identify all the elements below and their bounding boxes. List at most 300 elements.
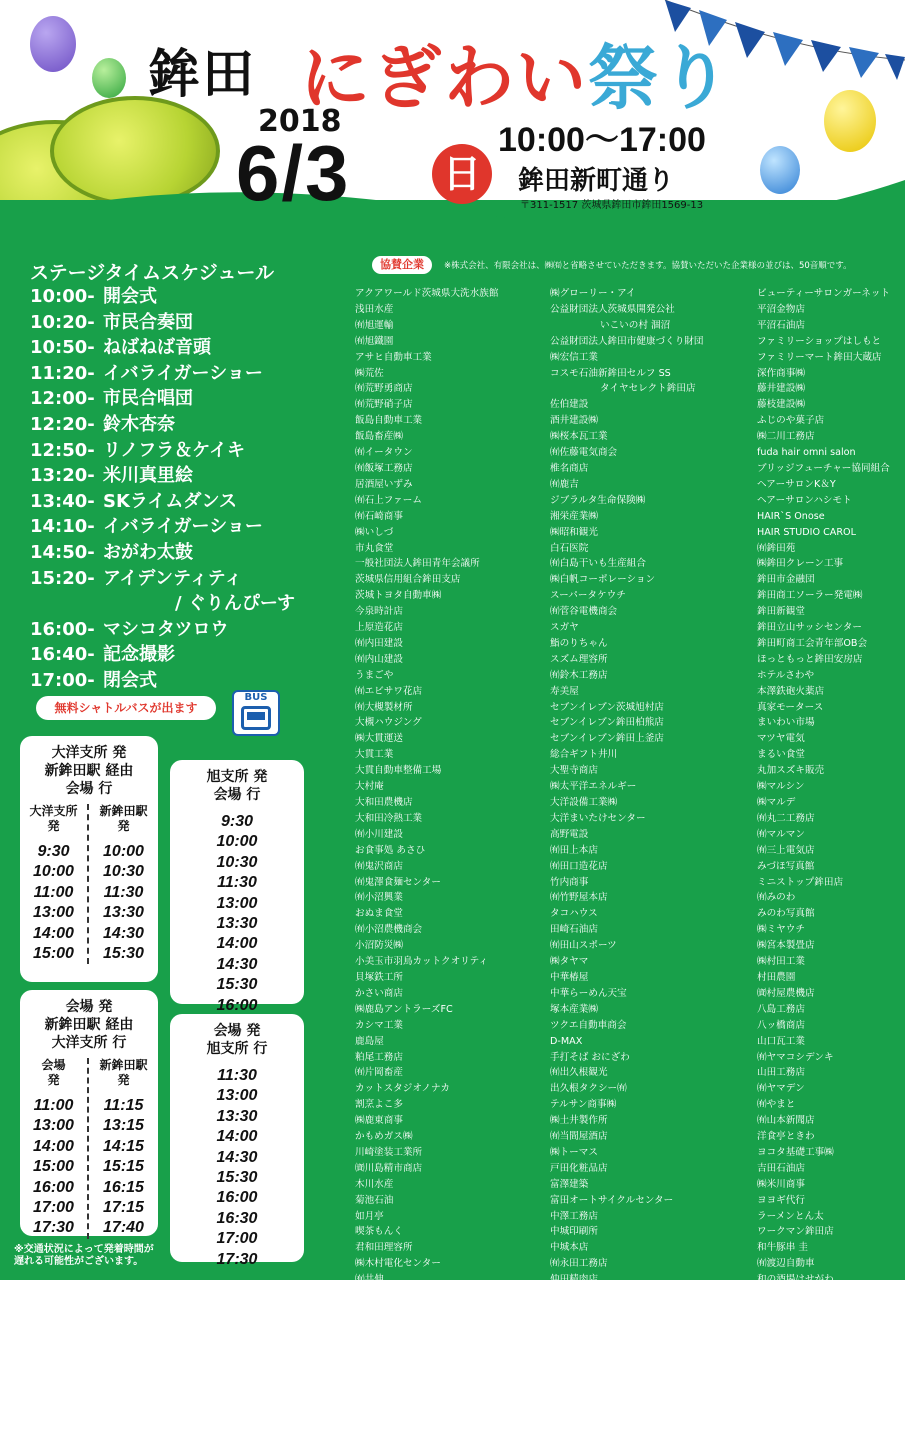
departure-time: 13:30 bbox=[216, 915, 258, 933]
sponsor-name: ㈲田上本店 bbox=[550, 844, 598, 856]
sponsor-name: ㈲当間屋酒店 bbox=[550, 1131, 608, 1143]
sponsor-name: 山田工務店 bbox=[757, 1067, 805, 1079]
sponsor-name: ㈲永田工務店 bbox=[550, 1258, 608, 1270]
sponsor-name: アクアワールド茨城県大洗水族館 bbox=[355, 288, 499, 299]
stage-act: 鈴木杏奈 bbox=[103, 413, 175, 435]
sponsor-name: ㈲マルマン bbox=[757, 828, 805, 840]
sponsor-name: 菊池石油 bbox=[355, 1194, 394, 1206]
sponsor-name: ㈲山本新聞店 bbox=[757, 1115, 815, 1127]
green-balloon-icon bbox=[92, 58, 126, 98]
sponsors-badge: 協賛企業 bbox=[372, 256, 432, 274]
stage-schedule-item bbox=[30, 438, 320, 464]
sponsor-name: 大聖寺商店 bbox=[550, 765, 598, 777]
event-year: 2018 bbox=[258, 104, 342, 139]
sponsor-name: ㈱太平洋エネルギー bbox=[550, 781, 637, 793]
departure-times bbox=[89, 1096, 158, 1239]
sponsor-name: 永山建具店 bbox=[550, 1337, 598, 1349]
departure-time: 9:30 bbox=[220, 813, 254, 830]
stage-act: SKライムダンス bbox=[103, 490, 238, 512]
departure-time: 17:00 bbox=[33, 1199, 74, 1217]
sponsor-name: 戸田化粧品店 bbox=[550, 1162, 608, 1174]
sponsor-name: ㈾村屋農機店 bbox=[757, 987, 815, 999]
sponsor-name: ㈲鹿吉 bbox=[550, 478, 579, 490]
stage-schedule-heading: ステージタイムスケジュール bbox=[30, 262, 274, 284]
sponsor-name: ㈱荒佐 bbox=[355, 367, 384, 379]
sponsor-name: かさい商店 bbox=[355, 987, 403, 999]
departure-time: 14:00 bbox=[216, 935, 258, 953]
stage-time: 12:00- bbox=[30, 388, 95, 410]
sponsor-name: まるい食堂 bbox=[757, 749, 805, 761]
sponsor-name: 久保田石材店 bbox=[355, 1306, 413, 1317]
departure-time: 11:30 bbox=[103, 883, 144, 901]
sponsor-name: 貝塚鉄工所 bbox=[355, 971, 403, 983]
sponsor-name: うまごや bbox=[355, 669, 394, 681]
stage-time: 12:50- bbox=[30, 439, 95, 461]
sponsor-name: 飯島畜産㈱ bbox=[355, 431, 403, 443]
sponsor-name: 中華椿屋 bbox=[550, 971, 589, 983]
sponsor-name: クリエイティブ青山 bbox=[355, 1369, 441, 1381]
sponsor-name: ㈱宏信工業 bbox=[550, 351, 598, 363]
stage-time: 14:10- bbox=[30, 516, 95, 538]
departure-time: 11:00 bbox=[33, 1097, 74, 1114]
sponsor-name: ㈲ヤマデン bbox=[757, 1083, 805, 1095]
sponsor-name: ㈲粟田開発 bbox=[355, 1385, 403, 1397]
sponsor-name: 八島工務店 bbox=[757, 1003, 805, 1015]
city-logo: 鉾田 bbox=[148, 45, 257, 105]
sponsor-name: ㈱マルシン bbox=[757, 781, 805, 793]
bus-icon bbox=[232, 690, 280, 736]
stage-act: リノフラ＆ケイキ bbox=[103, 439, 246, 461]
sponsor-name: ヘアーサロンハシモト bbox=[757, 494, 852, 506]
stage-schedule-item bbox=[30, 591, 320, 617]
sponsor-name: ㈱タヤマ bbox=[550, 956, 589, 968]
card-title: 会場 発 旭支所 行 bbox=[206, 1023, 268, 1057]
stage-time: 17:00- bbox=[30, 669, 95, 691]
sponsor-name: 鉾田市金融団 bbox=[757, 574, 815, 586]
sponsor-name: ワークマン鉾田店 bbox=[757, 1226, 834, 1238]
event-address: 〒311-1517 茨城県鉾田市鉾田1569-13 bbox=[520, 200, 704, 211]
sponsor-name: 和の酒場はせがわ bbox=[757, 1274, 834, 1286]
sponsor-name: ㈲内山建設 bbox=[355, 653, 403, 665]
departure-time: 13:30 bbox=[103, 904, 144, 922]
sponsor-name: 小美玉市羽鳥カットクオリティ bbox=[355, 956, 489, 968]
sponsor-name: ㈱ミヤウチ bbox=[757, 924, 805, 936]
departure-time: 15:15 bbox=[103, 1158, 144, 1176]
sponsor-name: HAIR STUDIO CAROL bbox=[757, 526, 856, 538]
event-date: 6/3 bbox=[236, 129, 351, 217]
departure-time: 14:00 bbox=[33, 1137, 74, 1155]
sponsor-name: ㈲旭鐵園 bbox=[355, 335, 394, 347]
departure-time: 15:30 bbox=[216, 976, 258, 994]
sponsor-name: 大和田農機店 bbox=[355, 797, 413, 808]
sponsor-name: ㈲荒野硝子店 bbox=[355, 399, 413, 411]
sponsor-name: ㈱大貫運送 bbox=[355, 733, 403, 745]
sponsor-name: ㈲内田建設 bbox=[355, 637, 403, 649]
sponsor-name: ㈲白島干いも生産組合 bbox=[550, 558, 646, 570]
traffic-note: ※交通状況によって発着時間が 遅れる可能性がございます。 bbox=[14, 1244, 154, 1267]
departure-times bbox=[89, 842, 158, 964]
column-header: 新鉾田駅 発 bbox=[99, 1058, 148, 1087]
sponsor-name: スズム理容所 bbox=[550, 653, 608, 665]
departure-time: 14:15 bbox=[103, 1137, 144, 1155]
sponsor-name: 中山材木店 bbox=[550, 1321, 598, 1333]
stage-act: 閉会式 bbox=[103, 669, 157, 691]
departure-time: 16:15 bbox=[103, 1178, 144, 1196]
sponsor-name: カットスタジオノナカ bbox=[355, 1083, 450, 1095]
sponsor-name: 和風レストラン嵯峨海 bbox=[757, 1290, 853, 1302]
sponsor-name: ㈲竹野屋本店 bbox=[550, 892, 608, 904]
sponsor-name: 君和田理容所 bbox=[355, 1242, 413, 1254]
stage-schedule-item bbox=[30, 540, 320, 566]
sponsor-name: ファミリーマート鉾田大蔵店 bbox=[757, 351, 882, 363]
departure-time: 13:00 bbox=[33, 1117, 74, 1135]
departure-times bbox=[170, 1066, 304, 1270]
sponsor-name: ㈲大槻製材所 bbox=[355, 701, 413, 713]
sponsor-name: お食事処 あさひ bbox=[355, 844, 426, 856]
stage-act: 市民合奏団 bbox=[103, 311, 193, 333]
sponsor-name: 洋食亭ときわ bbox=[757, 1131, 815, 1143]
sponsor-name: 丸加スズキ販売 bbox=[757, 765, 825, 777]
yellow-balloon-icon bbox=[824, 90, 876, 152]
departure-times bbox=[170, 812, 304, 1016]
sponsor-name: ㈲鉾田苑 bbox=[757, 542, 796, 554]
sponsor-name: 大槻ハウジング bbox=[355, 717, 422, 729]
sponsor-name: 寿美屋 bbox=[550, 685, 579, 697]
sponsor-name: みづほ写真館 bbox=[757, 860, 815, 872]
sponsor-name: 木川水産 bbox=[355, 1178, 394, 1190]
sponsor-name: ㈲小沼農機商会 bbox=[355, 924, 423, 936]
departure-time: 13:30 bbox=[216, 1107, 258, 1125]
stage-schedule-item bbox=[30, 361, 320, 387]
sponsor-name: 白栄舎 bbox=[550, 1369, 579, 1381]
sponsor-name: ㈲共伸 bbox=[355, 1274, 384, 1286]
sponsor-name: ビューティーサロンガーネット bbox=[757, 288, 891, 299]
column-header: 大洋支所 発 bbox=[29, 804, 78, 833]
sponsor-name: ㈲クリエイト bbox=[355, 1353, 413, 1365]
sponsor-name: 大貫工業 bbox=[355, 749, 394, 761]
sponsor-name: かもめガス㈱ bbox=[355, 1131, 413, 1143]
sponsor-column-2 bbox=[550, 286, 704, 1447]
departure-time: 11:15 bbox=[103, 1097, 144, 1114]
departure-time: 14:30 bbox=[216, 955, 258, 973]
sponsor-name: ㈱グローリー・アイ bbox=[550, 288, 636, 299]
departure-time: 11:30 bbox=[217, 874, 257, 892]
event-time: 10:00～17:00 bbox=[498, 121, 706, 159]
sponsor-name: ㈾川島精市商店 bbox=[355, 1162, 423, 1174]
sponsor-name: ㈲中根鮮魚店 bbox=[550, 1290, 608, 1302]
stage-act: 開会式 bbox=[103, 286, 157, 307]
sponsor-name: ㈱桜本瓦工業 bbox=[550, 431, 608, 443]
departure-time: 14:00 bbox=[33, 924, 74, 942]
sponsor-name: 和牛豚串 圭 bbox=[757, 1242, 809, 1254]
shuttle-card-venue-to-taiyo bbox=[20, 990, 158, 1236]
departure-time: 11:30 bbox=[217, 1067, 257, 1084]
sponsor-name: 粕尾工務店 bbox=[355, 1051, 403, 1063]
sponsor-name: スーパータケウチ bbox=[550, 590, 626, 602]
sponsor-name: 鉾田町商工会青年部OB会 bbox=[757, 637, 868, 649]
stage-time: 10:20- bbox=[30, 311, 95, 333]
sponsor-name: 和風レストラン竹水 bbox=[757, 1306, 844, 1317]
sponsor-name: 深作商事㈱ bbox=[757, 367, 805, 379]
stage-act: おがわ太鼓 bbox=[103, 541, 193, 563]
sponsor-name: ㈲菅谷電機商会 bbox=[550, 606, 618, 618]
sponsor-name: ブリッジフューチャー協同組合 bbox=[757, 462, 890, 474]
sponsor-name: 花の店 田口 bbox=[550, 1401, 602, 1413]
sponsor-name: 藤井建設㈱ bbox=[757, 383, 805, 395]
stage-time: 16:00- bbox=[30, 618, 95, 640]
departure-time: 13:15 bbox=[103, 1117, 144, 1135]
sponsor-name: 上原造花店 bbox=[355, 622, 403, 634]
stage-schedule-item bbox=[30, 335, 320, 361]
sponsor-name: 川崎塗装工業所 bbox=[355, 1146, 423, 1158]
sponsor-name: ツクエ自動車商会 bbox=[550, 1019, 627, 1031]
sponsor-name: ほっともっと鉾田安房店 bbox=[757, 653, 863, 665]
sponsor-name: ㈱共成レンテム bbox=[355, 1290, 422, 1302]
sponsor-name: ㈲ハシモト bbox=[550, 1385, 598, 1397]
sponsor-name: HAIR`S Onose bbox=[757, 510, 825, 522]
departure-times bbox=[20, 1096, 87, 1239]
sponsor-name: ヨコタ基礎工事㈱ bbox=[757, 1146, 834, 1158]
sponsor-name: 鉾田新観堂 bbox=[757, 606, 805, 618]
sponsor-name: ミニストップ鉾田店 bbox=[757, 876, 844, 888]
sponsor-name: セブンイレブン鉾田上釜店 bbox=[550, 733, 664, 745]
sponsor-name: 飯島自動車工業 bbox=[355, 415, 423, 427]
stage-act: イバライガーショー bbox=[103, 516, 263, 538]
sponsor-name: 出久根タクシー㈲ bbox=[550, 1083, 627, 1095]
sponsor-name: タコハウス bbox=[550, 908, 598, 920]
departure-time: 16:00 bbox=[33, 1178, 74, 1196]
departure-time: 15:30 bbox=[103, 945, 144, 963]
sponsor-name: スガヤ bbox=[550, 622, 579, 634]
sponsor-name: 鉾田立山サッシセンター bbox=[757, 622, 862, 634]
stage-time: 13:20- bbox=[30, 465, 95, 487]
departure-time: 10:00 bbox=[103, 843, 144, 860]
sponsor-name: 大洋設備工業㈱ bbox=[550, 797, 618, 808]
stage-time: 13:40- bbox=[30, 490, 95, 512]
sponsor-name: ㈲石上ファーム bbox=[355, 494, 422, 506]
column-header: 会場 発 bbox=[41, 1058, 66, 1087]
sponsor-name: 中城印刷所 bbox=[550, 1226, 598, 1238]
column-header: 新鉾田駅 発 bbox=[99, 804, 148, 833]
sponsor-name: 平沼石油店 bbox=[757, 319, 805, 331]
departure-time: 15:30 bbox=[216, 1169, 258, 1187]
sponsor-name: 今泉時計店 bbox=[355, 606, 403, 618]
sponsor-name: 割烹よこ多 bbox=[355, 1099, 403, 1111]
sponsor-name: ㈲田口造花店 bbox=[550, 860, 608, 872]
sponsor-name: ㈲渡辺自動車 bbox=[757, 1258, 815, 1270]
sponsor-name: 居酒屋いずみ bbox=[355, 478, 413, 490]
sponsor-name: ㈱二川工務店 bbox=[757, 431, 815, 443]
sponsor-name: 竹内商事 bbox=[550, 876, 589, 888]
sponsor-name: ㈲イータウン bbox=[355, 447, 413, 459]
sponsor-name: 萩谷建築 bbox=[550, 1353, 589, 1365]
sponsor-name: ㈲エビサワ花店 bbox=[355, 685, 423, 697]
sponsor-name: 大村庵 bbox=[355, 781, 384, 793]
stage-time: 12:20- bbox=[30, 413, 95, 435]
departure-time: 17:30 bbox=[33, 1219, 74, 1237]
sponsor-name: ㈲荒野勇商店 bbox=[355, 383, 413, 395]
sponsor-name: 鹿島屋 bbox=[355, 1035, 384, 1047]
departure-time: 13:00 bbox=[216, 894, 258, 912]
stage-schedule-item bbox=[30, 284, 320, 310]
sponsor-name: ㈲片岡畜産 bbox=[355, 1067, 403, 1079]
sponsor-name: ㈲鈴木工務店 bbox=[550, 669, 608, 681]
sponsor-name: 高野電設 bbox=[550, 828, 589, 840]
stage-schedule-list bbox=[30, 284, 320, 694]
stage-time: 16:40- bbox=[30, 644, 95, 666]
departure-time: 17:40 bbox=[103, 1219, 144, 1237]
sponsor-name: 大貫自動車整備工場 bbox=[355, 765, 442, 777]
sponsor-name: ラーメンとん太 bbox=[757, 1210, 824, 1222]
festival-title bbox=[300, 22, 732, 123]
sponsor-column-1 bbox=[355, 286, 498, 1431]
event-weekday: 日 bbox=[432, 144, 492, 204]
stage-time: 10:00- bbox=[30, 286, 95, 307]
sponsor-name: カシマ工業 bbox=[355, 1019, 403, 1031]
sponsor-name: セブンイレブン鉾田柏熊店 bbox=[550, 717, 664, 729]
event-place: 鉾田新町通り bbox=[518, 166, 675, 196]
sponsor-name: テルサン商事㈱ bbox=[550, 1099, 617, 1111]
sponsor-name: ファミリーショップはしもと bbox=[757, 335, 882, 347]
sponsor-name: 湘栄産業㈱ bbox=[550, 510, 598, 522]
departure-time: 10:30 bbox=[216, 853, 258, 871]
shuttle-card-asahi-to-venue bbox=[170, 760, 304, 1014]
stage-schedule-item bbox=[30, 566, 320, 592]
sponsor-name: 一般社団法人鉾田青年会議所 bbox=[355, 558, 480, 570]
departure-time: 15:00 bbox=[33, 945, 74, 963]
stage-act: ねばねば音頭 bbox=[103, 337, 211, 359]
departure-time: 17:00 bbox=[216, 1230, 258, 1248]
stage-schedule-item bbox=[30, 642, 320, 668]
departure-times bbox=[20, 842, 87, 964]
sponsor-name: クリーナーズおおはし bbox=[355, 1337, 451, 1349]
sponsor-name: 白石医院 bbox=[550, 542, 589, 554]
stage-act: イバライガーショー bbox=[103, 362, 263, 384]
departure-time: 14:00 bbox=[216, 1128, 258, 1146]
sponsor-name: 椎名商店 bbox=[550, 462, 589, 474]
sponsor-name: 鉾田商工ソーラー発電㈱ bbox=[757, 590, 863, 602]
sponsor-name: ㈱昭和観光 bbox=[550, 526, 598, 538]
sponsor-name: ㈲みのわ bbox=[757, 892, 796, 904]
departure-time: 17:15 bbox=[103, 1199, 144, 1217]
departure-time: 9:30 bbox=[37, 843, 70, 860]
sponsor-name: 真家モータース bbox=[757, 701, 824, 713]
sponsor-name: ㈲鬼澤食麺センター bbox=[355, 876, 441, 888]
sponsor-name: ㈱トーマス bbox=[550, 1146, 598, 1158]
sponsor-name: 富澤建築 bbox=[550, 1178, 589, 1190]
sponsor-name: くまのや bbox=[355, 1321, 394, 1333]
bus-icon-label: BUS bbox=[244, 692, 268, 703]
stage-act: 記念撮影 bbox=[103, 644, 175, 666]
shuttle-bus-banner: 無料シャトルバスが出ます bbox=[36, 696, 216, 720]
sponsor-name: 公益財団法人鉾田市健康づくり財団 bbox=[550, 335, 704, 347]
departure-time: 14:30 bbox=[103, 924, 144, 942]
sponsor-name: ㈱宮本製畳店 bbox=[757, 940, 815, 952]
sponsor-name: ㈲田山スポーツ bbox=[550, 940, 617, 952]
sponsor-name: ㈱白帆コーポレーション bbox=[550, 574, 656, 586]
stage-time: 11:20- bbox=[30, 362, 95, 384]
sponsor-name: ㈱米川商事 bbox=[757, 1178, 805, 1190]
sponsor-name: ㈱土井製作所 bbox=[550, 1115, 608, 1127]
stage-schedule-item bbox=[30, 463, 320, 489]
title-part-b: 祭り bbox=[588, 36, 732, 119]
sponsor-name: コスモ石油新鉾田セルフ SS bbox=[550, 367, 671, 379]
sponsor-name: fuda hair omni salon bbox=[757, 447, 856, 459]
sponsor-name: ホテルさわや bbox=[757, 669, 815, 681]
sponsor-name: 山口瓦工業 bbox=[757, 1035, 805, 1047]
departure-time: 13:00 bbox=[33, 904, 74, 922]
stage-schedule-item bbox=[30, 386, 320, 412]
sponsor-name: ㈲石崎商事 bbox=[355, 510, 403, 522]
sponsor-name: ㈲小沼興業 bbox=[355, 892, 403, 904]
sponsor-name: ㈱村田工業 bbox=[757, 956, 805, 968]
sponsor-name: 総合ギフト井川 bbox=[550, 749, 618, 761]
sponsor-name: ㈲旭運輸 bbox=[355, 319, 394, 331]
sponsor-name: 本澤鉄砲火薬店 bbox=[757, 685, 825, 697]
sponsors-note: ※株式会社、有限会社は、㈱㈲と省略させていただきます。協賛いただいた企業様の並びは、50音順です。 bbox=[444, 261, 852, 271]
sponsor-name: 大和田冷熱工業 bbox=[355, 812, 423, 824]
sponsor-name: パン工房 登香館 bbox=[550, 1417, 621, 1429]
sponsor-name: ㈲小川建設 bbox=[355, 828, 403, 840]
sponsor-name: D-MAX bbox=[550, 1035, 583, 1047]
sponsor-name: 仲田精肉店 bbox=[550, 1274, 598, 1286]
sponsor-name: マツヤ電気 bbox=[757, 733, 805, 745]
sponsor-name: ㈲やまと bbox=[757, 1099, 796, 1111]
departure-time: 14:30 bbox=[216, 1148, 258, 1166]
sponsor-name: 市丸食堂 bbox=[355, 542, 394, 554]
sponsor-name: ㈲鬼沢商店 bbox=[355, 860, 403, 872]
sponsor-name: ふじのや菓子店 bbox=[757, 415, 825, 427]
stage-act: マシコタツロウ bbox=[103, 618, 229, 640]
stage-schedule-item bbox=[30, 310, 320, 336]
sponsor-name: グリルあらの bbox=[355, 1401, 413, 1413]
departure-time: 10:30 bbox=[103, 863, 144, 881]
sponsor-name: 吉田石油店 bbox=[757, 1162, 805, 1174]
stage-schedule-item bbox=[30, 514, 320, 540]
departure-time: 17:30 bbox=[216, 1250, 258, 1268]
sponsor-name: 喫茶もんく bbox=[355, 1226, 403, 1238]
sponsor-name: ㈲出久根観光 bbox=[550, 1067, 608, 1079]
sponsor-name: 平沼金物店 bbox=[757, 303, 805, 315]
sponsor-name: 佐伯建設 bbox=[550, 399, 589, 411]
sponsor-name: 富田オートサイクルセンター bbox=[550, 1194, 674, 1206]
sponsor-name: ジブラルタ生命保険㈱ bbox=[550, 494, 646, 506]
sponsor-name: ㈱クレスト bbox=[355, 1417, 403, 1429]
sponsor-name: ㈱鹿島アントラーズFC bbox=[355, 1003, 453, 1015]
sponsor-name: 茨城トヨタ自動車㈱ bbox=[355, 590, 442, 602]
shuttle-card-venue-to-asahi bbox=[170, 1014, 304, 1268]
sponsor-name: 村田農園 bbox=[757, 971, 796, 983]
stage-schedule-item bbox=[30, 617, 320, 643]
sponsor-name: 八ッ橋商店 bbox=[757, 1019, 805, 1031]
sponsor-name: 公益財団法人茨城県開発公社 bbox=[550, 303, 675, 315]
sponsor-name: 茨城県信用組合鉾田支店 bbox=[355, 574, 461, 586]
sponsor-name: 塚本産業㈱ bbox=[550, 1003, 598, 1015]
card-title: 大洋支所 発 新鉾田駅 経由 会場 行 bbox=[44, 745, 134, 797]
sponsor-name: 手打そば おにざわ bbox=[550, 1051, 630, 1063]
sponsor-name: ㈲丸二工務店 bbox=[757, 812, 815, 824]
sponsor-name: 酒井建設㈱ bbox=[550, 415, 598, 427]
departure-time: 16:00 bbox=[216, 1189, 258, 1207]
departure-time: 11:00 bbox=[33, 883, 74, 901]
stage-time: 10:50- bbox=[30, 337, 95, 359]
sponsor-name: ㈲佐藤電気商会 bbox=[550, 447, 618, 459]
sponsor-name: ㈱木村電化センター bbox=[355, 1258, 441, 1270]
sponsor-name: 日野自動車鉾田工場 bbox=[550, 1433, 637, 1445]
sponsor-name: みのわ写真館 bbox=[757, 908, 815, 920]
sponsor-name: 如月亭 bbox=[355, 1210, 384, 1222]
sponsor-name: ㈲ヤマコシデンキ bbox=[757, 1051, 834, 1063]
